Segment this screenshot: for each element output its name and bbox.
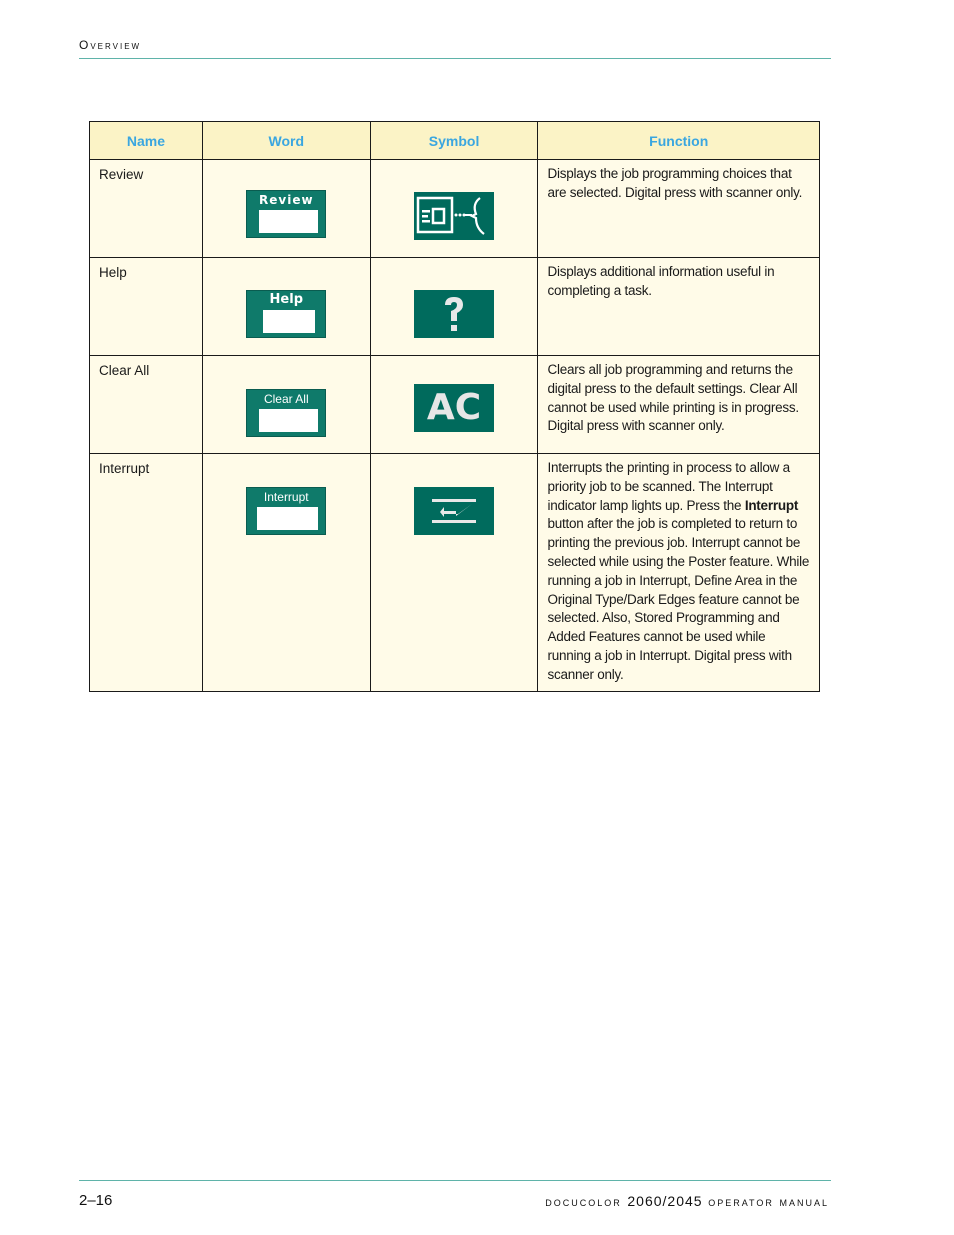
word-button-label: Clear All — [263, 392, 309, 406]
column-header-symbol: Symbol — [370, 122, 538, 160]
interrupt-word-button — [246, 487, 326, 535]
word-button-label: Review — [259, 193, 314, 207]
table-header-row — [90, 122, 820, 160]
column-header-word: Word — [202, 122, 370, 160]
word-button-label: Help — [269, 292, 304, 307]
word-cell — [202, 258, 370, 356]
table-row-help — [90, 258, 820, 356]
row-name: Clear All — [90, 356, 203, 454]
interrupt-bold-term: Interrupt — [744, 497, 799, 513]
row-name: Review — [90, 160, 203, 258]
clear-all-word-button — [246, 389, 326, 437]
word-cell — [202, 160, 370, 258]
symbol-cell — [370, 454, 538, 692]
help-word-button — [246, 290, 326, 338]
word-button-label: Interrupt — [263, 490, 309, 504]
row-function: Displays the job programming choices that are selected. Digital press with scanner only. — [538, 160, 820, 258]
row-function: Interrupts the printing in process to allow a priority job to be scanned. The Interrupt indicator lamp lights up. Press the Interrupt button after the job is completed to return to printing the previous job. Interrupt cannot be selected while using the Poster feature. While running a job in Interrupt, Define Area in the Original Type/Dark Edges feature cannot be selected. Also, Stored Programming and Added Features cannot be used while running a job in Interrupt. Digital press with scanner only. — [538, 454, 820, 692]
row-function: Clears all job programming and returns the digital press to the default settings. Clear All cannot be used while printing is in progress. Digital press with scanner only. — [538, 356, 820, 454]
row-name: Help — [90, 258, 203, 356]
question-mark-icon — [414, 290, 494, 338]
row-function: Displays additional information useful in completing a task. — [538, 258, 820, 356]
table-row-review — [90, 160, 820, 258]
footer-rule — [79, 1180, 831, 1181]
ac-icon-text: AC — [426, 387, 482, 428]
interrupt-arrow-icon — [414, 487, 494, 535]
review-word-button — [246, 190, 326, 238]
word-cell — [202, 356, 370, 454]
page-number: 2–16 — [79, 1192, 113, 1209]
row-name: Interrupt — [90, 454, 203, 692]
symbol-cell — [370, 356, 538, 454]
header-rule — [79, 58, 831, 59]
review-symbol-icon — [414, 192, 494, 240]
ac-icon — [414, 384, 494, 432]
symbol-cell — [370, 160, 538, 258]
manual-title: docucolor 2060/2045 operator manual — [545, 1193, 829, 1209]
symbol-cell — [370, 258, 538, 356]
table-row-clear-all — [90, 356, 820, 454]
column-header-function: Function — [538, 122, 820, 160]
word-cell — [202, 454, 370, 692]
button-reference-table — [89, 121, 820, 692]
column-header-name: Name — [90, 122, 203, 160]
table-row-interrupt — [90, 454, 820, 692]
running-header: Overview — [79, 38, 142, 52]
